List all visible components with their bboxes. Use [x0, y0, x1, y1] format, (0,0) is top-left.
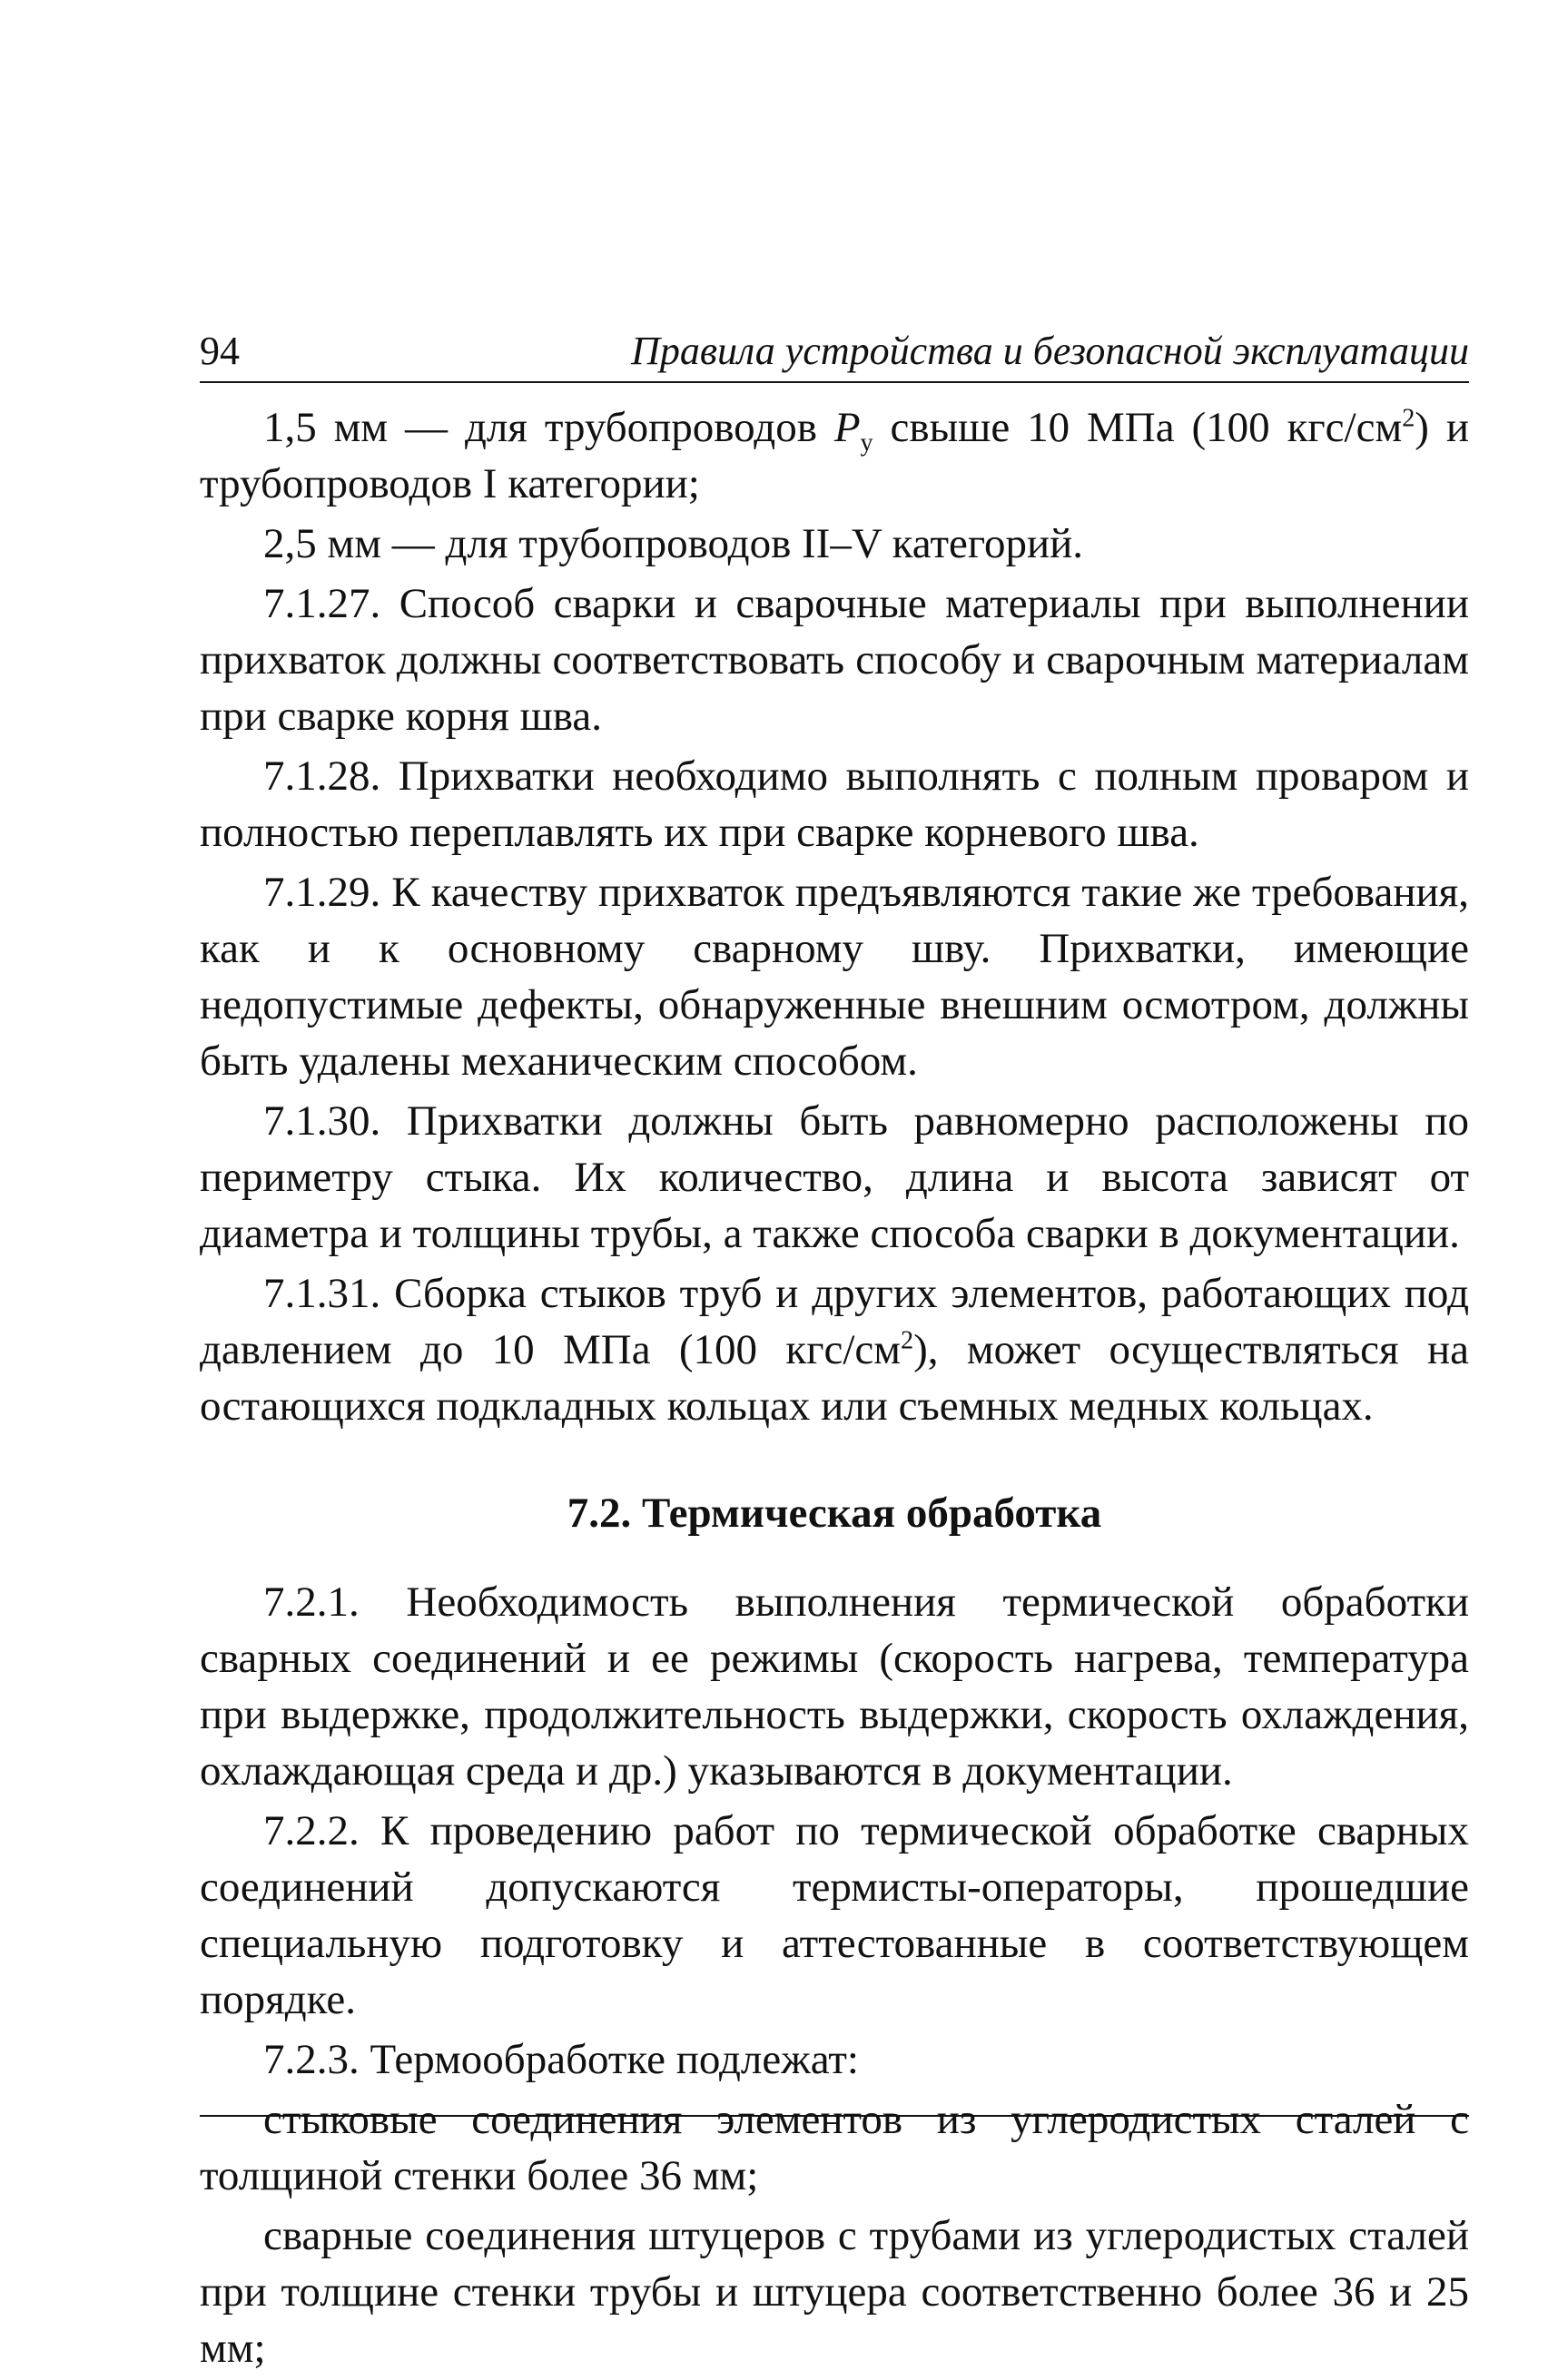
text-run: 1,5 мм — для трубопроводов — [263, 404, 834, 451]
text-run: 7.1.31. Сборка стыков труб и других элементов, работающих под давлением до 10 МПа (100 кгс/см — [200, 1270, 1469, 1373]
page-number: 94 — [200, 329, 240, 373]
paragraph: 7.1.28. Прихватки необходимо выполнять с полным проваром и полностью переплавлять их при сварке корневого шва. — [200, 752, 1469, 856]
paragraph: стыковые соединения элементов из углеродистых сталей с толщиной стенки более 36 мм; — [200, 2096, 1469, 2199]
running-title: Правила устройства и безопасной эксплуатации — [631, 329, 1469, 373]
footer-rule — [200, 2115, 1469, 2117]
paragraph: 7.1.30. Прихватки должны быть равномерно расположены по периметру стыка. Их количество, длина и высота зависят от диаметра и толщины трубы, а также способа сварки в документации. — [200, 1097, 1469, 1257]
document-page — [200, 327, 1469, 2380]
body-text — [200, 399, 1469, 2376]
paragraph: 2,5 мм — для трубопроводов II–V категорий. — [263, 520, 1084, 567]
pressure-symbol: P — [833, 404, 861, 451]
text-run: ), может осуществляться на остающихся подкладных кольцах или съемных медных кольцах. — [200, 1326, 1469, 1430]
paragraph: 7.1.29. К качеству прихваток предъявляются такие же требования, как и к основному сварному шву. Прихватки, имеющие недопустимые дефекты, обнаруженные внешним осмотром, должны быть удалены механическим способом. — [200, 869, 1469, 1085]
section-heading: 7.2. Термическая обработка — [567, 1490, 1102, 1537]
subscript: у — [860, 428, 873, 457]
page-header — [200, 327, 1469, 383]
paragraph — [200, 399, 1469, 512]
superscript: 2 — [1402, 404, 1415, 433]
superscript: 2 — [901, 1326, 914, 1355]
paragraph: 7.2.2. К проведению работ по термической обработке сварных соединений допускаются термисты-операторы, прошедшие специальную подготовку и аттестованные в соответствующем порядке. — [200, 1807, 1469, 2023]
paragraph — [200, 1265, 1469, 1434]
paragraph: 7.1.27. Способ сварки и сварочные материалы при выполнении прихваток должны соответствовать способу и сварочным материалам при сварке корня шва. — [200, 580, 1469, 740]
paragraph: 7.2.3. Термообработке подлежат: — [263, 2036, 859, 2083]
paragraph: 7.2.1. Необходимость выполнения термической обработки сварных соединений и ее режимы (скорость нагрева, температура при выдержке, продолжительность выдержки, скорость охлаждения, охлаждающая среда и др.) указываются в документации. — [200, 1578, 1469, 1795]
text-run: ) и трубопроводов I категории; — [200, 404, 1470, 507]
paragraph: сварные соединения штуцеров с трубами из углеродистых сталей при толщине стенки трубы и штуцера соответственно более 36 и 25 мм; — [200, 2212, 1469, 2372]
text-run: свыше 10 МПа (100 кгс/см — [873, 404, 1403, 451]
